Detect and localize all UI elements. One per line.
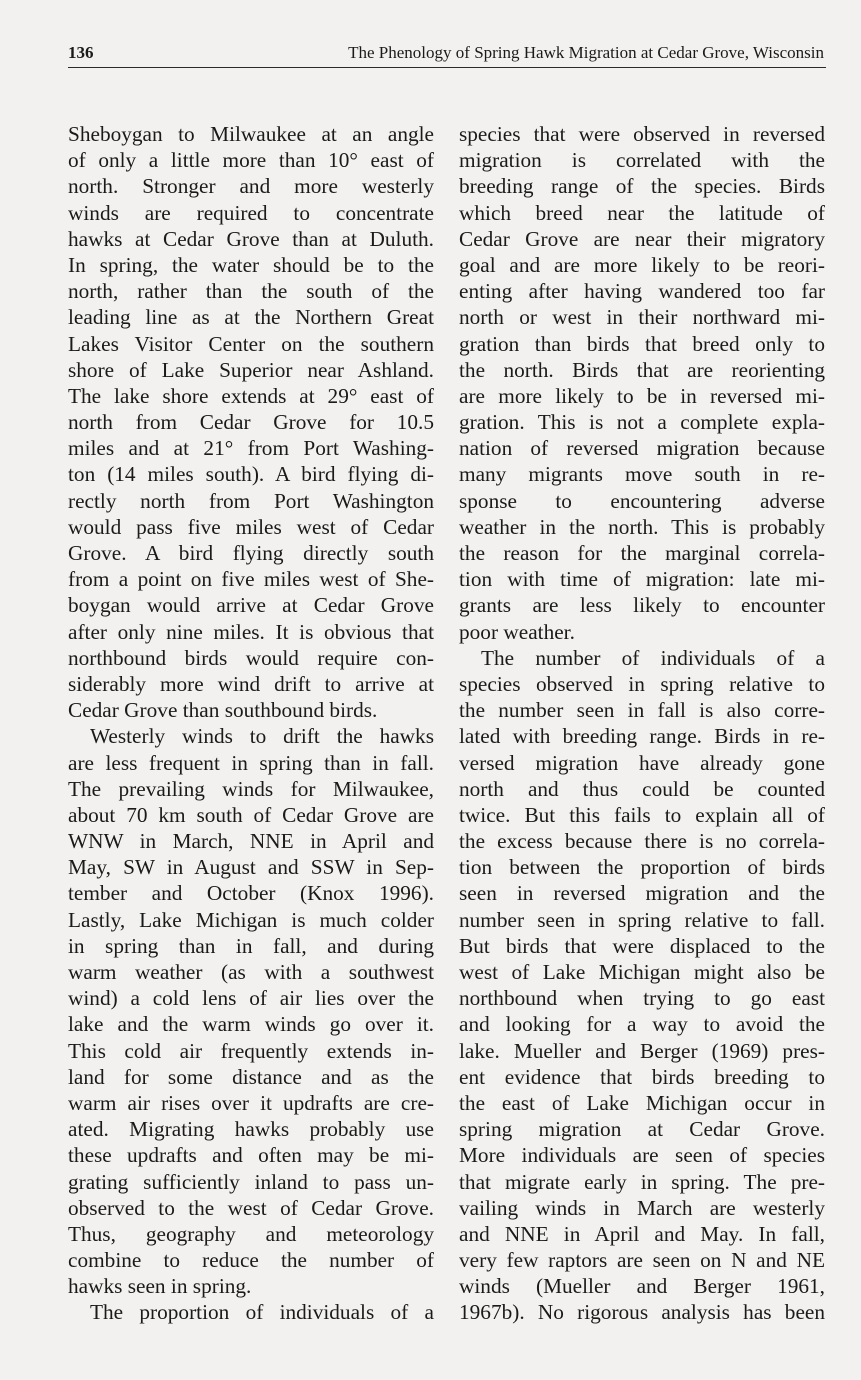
text-line: from a point on five miles west of She- bbox=[68, 567, 434, 592]
text-line: The proportion of individuals of a bbox=[90, 1300, 434, 1325]
text-line: the east of Lake Michigan occur in bbox=[459, 1090, 825, 1115]
text-line: Sheboygan to Milwaukee at an angle bbox=[68, 122, 434, 146]
text-line: The number of individuals of a bbox=[481, 645, 825, 670]
text-line: the excess because there is no correla- bbox=[459, 829, 825, 854]
text-line: land for some distance and as the bbox=[68, 1064, 434, 1089]
text-line: seen in reversed migration and the bbox=[459, 881, 825, 906]
text-line: about 70 km south of Cedar Grove are bbox=[68, 802, 434, 827]
text-line: north and thus could be counted bbox=[459, 776, 825, 801]
text-line: winds are required to concentrate bbox=[68, 200, 434, 225]
header-rule bbox=[68, 67, 826, 68]
page-number: 136 bbox=[68, 43, 94, 62]
text-line: miles and at 21° from Port Washing- bbox=[68, 436, 434, 461]
text-line: leading line as at the Northern Great bbox=[68, 305, 434, 330]
text-line: The prevailing winds for Milwaukee, bbox=[68, 776, 434, 801]
text-line: boygan would arrive at Cedar Grove bbox=[68, 593, 434, 618]
text-line: would pass five miles west of Cedar bbox=[68, 514, 434, 539]
text-line: after only nine miles. It is obvious that bbox=[68, 619, 434, 644]
text-line: are more likely to be in reversed mi- bbox=[459, 383, 825, 408]
text-line: the reason for the marginal correla- bbox=[459, 541, 825, 565]
text-line: the north. Birds that are reorienting bbox=[459, 357, 825, 382]
text-line: warm air rises over it updrafts are cre- bbox=[68, 1090, 434, 1115]
text-line: tion with time of migration: late mi- bbox=[459, 567, 825, 592]
text-line: west of Lake Michigan might also be bbox=[459, 960, 825, 984]
text-line: siderably more wind drift to arrive at bbox=[68, 671, 434, 696]
text-line: gration. This is not a complete expla- bbox=[459, 410, 825, 435]
text-line: spring migration at Cedar Grove. bbox=[459, 1117, 825, 1142]
text-line: gration than birds that breed only to bbox=[459, 331, 825, 356]
text-line: combine to reduce the number of bbox=[68, 1248, 434, 1273]
text-line: that migrate early in spring. The pre- bbox=[459, 1169, 825, 1194]
text-line: and looking for a way to avoid the bbox=[459, 1012, 825, 1037]
text-line: sponse to encountering adverse bbox=[459, 488, 825, 513]
text-line: In spring, the water should be to the bbox=[68, 252, 434, 277]
text-line: north or west in their northward mi- bbox=[459, 305, 825, 330]
text-line: number seen in spring relative to fall. bbox=[459, 907, 825, 932]
text-line: Westerly winds to drift the hawks bbox=[90, 724, 434, 749]
text-line: in spring than in fall, and during bbox=[68, 933, 434, 958]
text-line: north, rather than the south of the bbox=[68, 279, 434, 304]
text-line: northbound birds would require con- bbox=[68, 645, 434, 670]
text-line: north. Stronger and more westerly bbox=[68, 174, 434, 199]
text-line: This cold air frequently extends in- bbox=[68, 1038, 434, 1063]
text-line: north from Cedar Grove for 10.5 bbox=[68, 410, 434, 435]
text-line: WNW in March, NNE in April and bbox=[68, 829, 434, 854]
left-column bbox=[68, 121, 434, 1326]
text-line: grating sufficiently inland to pass un- bbox=[68, 1169, 434, 1194]
text-line: warm weather (as with a southwest bbox=[68, 960, 434, 984]
text-line: ated. Migrating hawks probably use bbox=[68, 1117, 434, 1142]
text-line: very few raptors are seen on N and NE bbox=[459, 1248, 825, 1273]
text-line: observed to the west of Cedar Grove. bbox=[68, 1195, 434, 1220]
text-line: and NNE in April and May. In fall, bbox=[459, 1221, 825, 1246]
text-line: hawks at Cedar Grove than at Duluth. bbox=[68, 226, 434, 251]
text-line: Cedar Grove are near their migratory bbox=[459, 226, 825, 251]
text-line: versed migration have already gone bbox=[459, 750, 825, 775]
text-line: species observed in spring relative to bbox=[459, 671, 825, 696]
text-line: lake and the warm winds go over it. bbox=[68, 1012, 434, 1037]
text-line: hawks seen in spring. bbox=[68, 1274, 252, 1299]
text-line: May, SW in August and SSW in Sep- bbox=[68, 855, 434, 880]
text-line: tion between the proportion of birds bbox=[459, 855, 825, 880]
text-line: wind) a cold lens of air lies over the bbox=[68, 986, 434, 1011]
text-line: 1967b). No rigorous analysis has been bbox=[459, 1300, 825, 1325]
text-line: lake. Mueller and Berger (1969) pres- bbox=[459, 1038, 825, 1063]
text-line: species that were observed in reversed bbox=[459, 122, 825, 146]
text-line: Lakes Visitor Center on the southern bbox=[68, 331, 434, 356]
text-line: which breed near the latitude of bbox=[459, 200, 825, 225]
text-line: The lake shore extends at 29° east of bbox=[68, 383, 434, 408]
text-line: are less frequent in spring than in fall. bbox=[68, 750, 434, 775]
text-line: Lastly, Lake Michigan is much colder bbox=[68, 907, 434, 932]
text-line: tember and October (Knox 1996). bbox=[68, 881, 434, 906]
text-line: nation of reversed migration because bbox=[459, 436, 825, 461]
text-line: lated with breeding range. Birds in re- bbox=[459, 724, 825, 749]
right-column bbox=[459, 121, 825, 1326]
text-line: of only a little more than 10° east of bbox=[68, 148, 434, 173]
running-title: The Phenology of Spring Hawk Migration at Cedar Grove, Wisconsin bbox=[348, 43, 824, 62]
text-line: poor weather. bbox=[459, 619, 575, 644]
text-line: Cedar Grove than southbound birds. bbox=[68, 698, 378, 723]
text-line: the number seen in fall is also corre- bbox=[459, 698, 825, 723]
text-line: these updrafts and often may be mi- bbox=[68, 1143, 434, 1168]
text-line: weather in the north. This is probably bbox=[459, 514, 825, 539]
text-line: Grove. A bird flying directly south bbox=[68, 541, 434, 565]
text-line: goal and are more likely to be reori- bbox=[459, 252, 825, 277]
text-line: breeding range of the species. Birds bbox=[459, 174, 825, 199]
text-line: rectly north from Port Washington bbox=[68, 488, 434, 513]
text-line: vailing winds in March are westerly bbox=[459, 1195, 825, 1220]
text-line: grants are less likely to encounter bbox=[459, 593, 825, 618]
text-line: northbound when trying to go east bbox=[459, 986, 825, 1011]
text-line: twice. But this fails to explain all of bbox=[459, 802, 825, 827]
text-line: winds (Mueller and Berger 1961, bbox=[459, 1274, 825, 1299]
text-line: enting after having wandered too far bbox=[459, 279, 825, 304]
text-line: shore of Lake Superior near Ashland. bbox=[68, 357, 434, 382]
text-line: But birds that were displaced to the bbox=[459, 933, 825, 958]
text-line: migration is correlated with the bbox=[459, 148, 825, 173]
text-line: ent evidence that birds breeding to bbox=[459, 1064, 825, 1089]
text-line: Thus, geography and meteorology bbox=[68, 1221, 434, 1246]
text-line: many migrants move south in re- bbox=[459, 462, 825, 487]
text-line: ton (14 miles south). A bird flying di- bbox=[68, 462, 434, 487]
running-head bbox=[68, 42, 824, 64]
text-line: More individuals are seen of species bbox=[459, 1143, 825, 1168]
